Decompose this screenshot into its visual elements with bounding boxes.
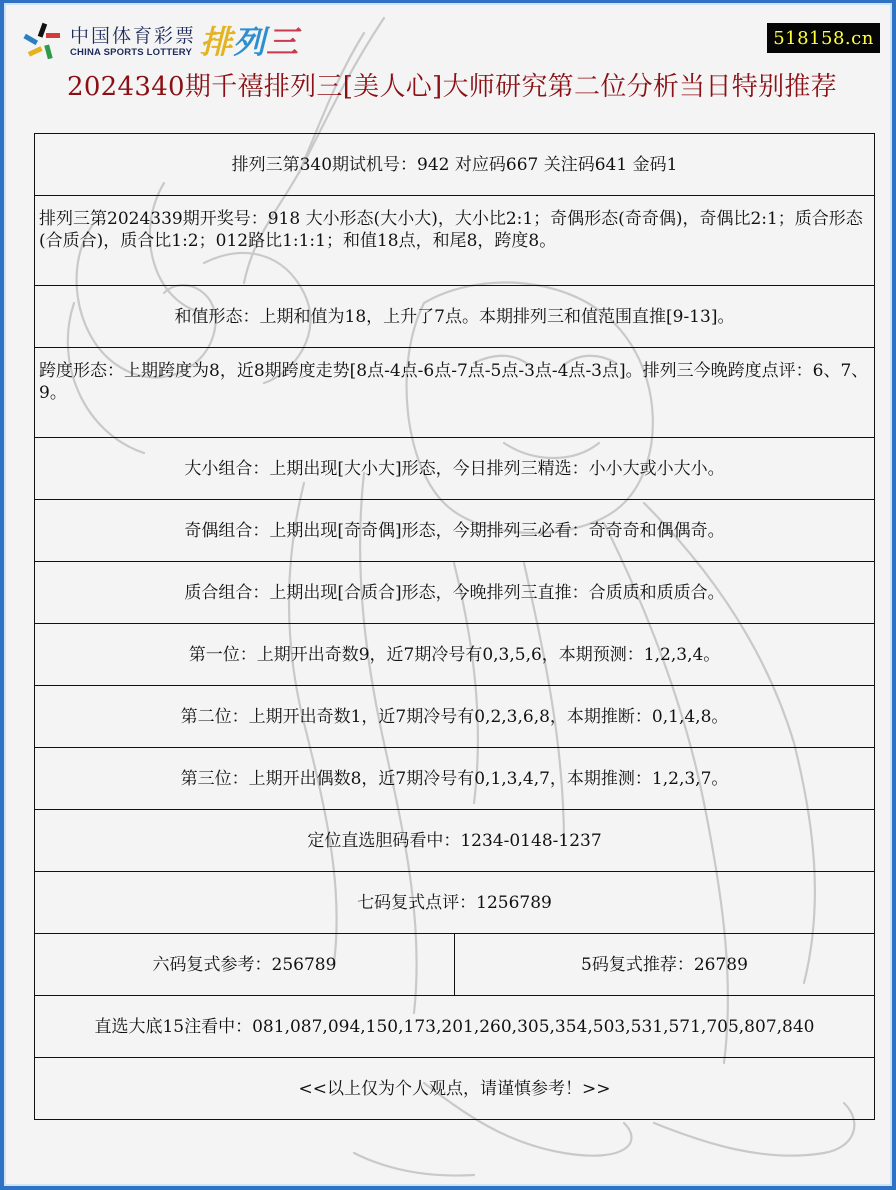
direct-15-cell: 直选大底15注看中：081,087,094,150,173,201,260,305,354,503,531,571,705,807,840: [35, 996, 875, 1058]
disclaimer-cell: <<以上仅为个人观点，请谨慎参考！>>: [35, 1058, 875, 1120]
sum-pattern-cell: 和值形态：上期和值为18，上升了7点。本期排列三和值范围直推[9-13]。: [35, 286, 875, 348]
six-code-cell: 六码复式参考：256789: [35, 934, 455, 996]
analysis-table: [34, 133, 875, 1120]
third-position-cell: 第三位：上期开出偶数8，近7期冷号有0,1,3,4,7，本期推测：1,2,3,7。: [35, 748, 875, 810]
table-row: [35, 196, 875, 286]
game-name-logo: [200, 22, 299, 62]
game-name-char-1: 排: [200, 23, 234, 61]
position-picks-cell: 定位直选胆码看中：1234-0148-1237: [35, 810, 875, 872]
size-combo-cell: 大小组合：上期出现[大小大]形态，今日排列三精选：小小大或小大小。: [35, 438, 875, 500]
table-row: [35, 562, 875, 624]
table-row: [35, 1058, 875, 1120]
game-name-char-2: 列: [233, 23, 267, 61]
table-row: [35, 934, 875, 996]
table-row: [35, 348, 875, 438]
china-sports-lottery-logo: [22, 19, 299, 65]
site-url-badge[interactable]: 518158.cn: [767, 23, 880, 53]
first-position-cell: 第一位：上期开出奇数9，近7期冷号有0,3,5,6，本期预测：1,2,3,4。: [35, 624, 875, 686]
page-title: 2024340期千禧排列三[美人心]大师研究第二位分析当日特别推荐: [67, 72, 837, 102]
trial-number-cell: 排列三第340期试机号：942 对应码667 关注码641 金码1: [35, 134, 875, 196]
last-draw-cell: 排列三第2024339期开奖号：918 大小形态(大小大)，大小比2:1；奇偶形态(奇奇偶)，奇偶比2:1；质合形态(合质合)，质合比1:2；012路比1:1:1；和值18点，和尾8，跨度8。: [35, 196, 875, 286]
table-row: [35, 438, 875, 500]
five-code-cell: 5码复式推荐：26789: [455, 934, 875, 996]
table-row: [35, 810, 875, 872]
logo-chinese-name: 中国体育彩票: [70, 25, 197, 47]
table-row: [35, 872, 875, 934]
table-row: [35, 686, 875, 748]
second-position-cell: 第二位：上期开出奇数1，近7期冷号有0,2,3,6,8，本期推断：0,1,4,8。: [35, 686, 875, 748]
seven-code-cell: 七码复式点评：1256789: [35, 872, 875, 934]
table-row: [35, 500, 875, 562]
lottery-star-icon: [22, 21, 64, 63]
logo-english-name: CHINA SPORTS LOTTERY: [70, 47, 193, 58]
table-row: [35, 134, 875, 196]
table-row: [35, 286, 875, 348]
table-row: [35, 748, 875, 810]
prime-combo-cell: 质合组合：上期出现[合质合]形态，今晚排列三直推：合质质和质质合。: [35, 562, 875, 624]
odd-even-combo-cell: 奇偶组合：上期出现[奇奇偶]形态，今期排列三必看：奇奇奇和偶偶奇。: [35, 500, 875, 562]
span-pattern-cell: 跨度形态：上期跨度为8，近8期跨度走势[8点-4点-6点-7点-5点-3点-4点-3点]。排列三今晚跨度点评：6、7、9。: [35, 348, 875, 438]
table-row: [35, 996, 875, 1058]
game-name-char-3: 三: [266, 23, 300, 61]
table-row: [35, 624, 875, 686]
